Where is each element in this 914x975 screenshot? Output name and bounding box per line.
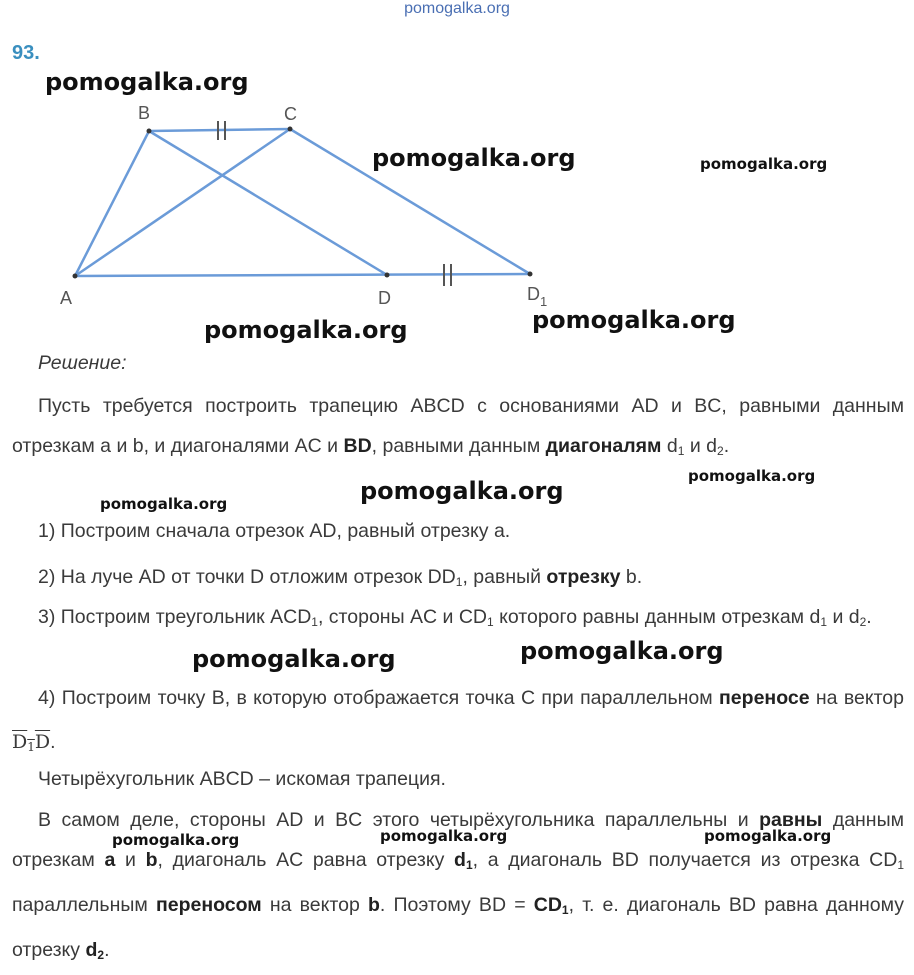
watermark: pomogalka.org	[688, 467, 816, 485]
site-watermark-top: pomogalka.org	[404, 0, 510, 17]
paragraph-intro: Пусть требуется построить трапецию ABCD с основаниями AD и BC, равными данным отрезкам a и b, и диагоналями AC и BD, равными данным диагоналям $d_1$ и $d_2$.	[12, 395, 904, 458]
solution-heading: Решение:	[38, 352, 127, 374]
watermark: pomogalka.org	[204, 316, 408, 344]
watermark: pomogalka.org	[100, 495, 228, 513]
label-c: C	[284, 104, 297, 124]
watermark: pomogalka.org	[520, 637, 724, 665]
conclusion: Четырёхугольник ABCD – искомая трапеция.	[38, 768, 446, 790]
watermark: pomogalka.org	[360, 477, 564, 505]
proof-paragraph: В самом деле, стороны AD и BC этого четырёхугольника параллельны и равны данным отрезкам a и b, диагональ AC равна отрезку $d_1$, а диагональ BD получается из отрезка $CD_1$ параллельным переносом на вектор b. Поэтому BD = $CD_1$, т. е. диагональ BD равна данному отрезку $d_2$.	[12, 809, 904, 962]
label-d: D	[378, 288, 391, 308]
problem-number: 93.	[12, 42, 40, 64]
step-1: 1) Построим сначала отрезок AD, равный отрезку a.	[38, 520, 511, 542]
watermark: pomogalka.org	[192, 645, 396, 673]
watermark: pomogalka.org	[112, 831, 240, 849]
step-3: 3) Построим треугольник $ACD_1$, стороны AC и $CD_1$ которого равны данным отрезкам $d_1$ и $d_2$.	[38, 606, 872, 629]
segment-ad1	[75, 274, 530, 276]
watermark: pomogalka.org	[704, 827, 832, 845]
step-2: 2) На луче AD от точки D отложим отрезок $DD_1$, равный отрезку b.	[38, 566, 643, 589]
step-4: 4) Построим точку B, в которую отображается точка C при параллельном переносе на вектор $D_1D$.	[12, 687, 904, 754]
label-a: A	[60, 288, 73, 308]
segment-bd	[149, 131, 387, 275]
point-d	[385, 273, 390, 278]
vector-d1d: $D_1D$	[12, 731, 51, 754]
point-a	[73, 274, 78, 279]
watermark: pomogalka.org	[372, 144, 576, 172]
point-d1	[528, 272, 533, 277]
point-c	[288, 127, 293, 132]
watermark: pomogalka.org	[532, 306, 736, 334]
watermark: pomogalka.org	[380, 827, 508, 845]
watermark: pomogalka.org	[45, 68, 249, 96]
segment-bc	[149, 129, 290, 131]
segment-ab	[75, 131, 149, 276]
point-b	[147, 129, 152, 134]
label-d1: $D_1$	[527, 284, 548, 309]
label-b: B	[138, 103, 151, 123]
watermark: pomogalka.org	[700, 155, 828, 173]
